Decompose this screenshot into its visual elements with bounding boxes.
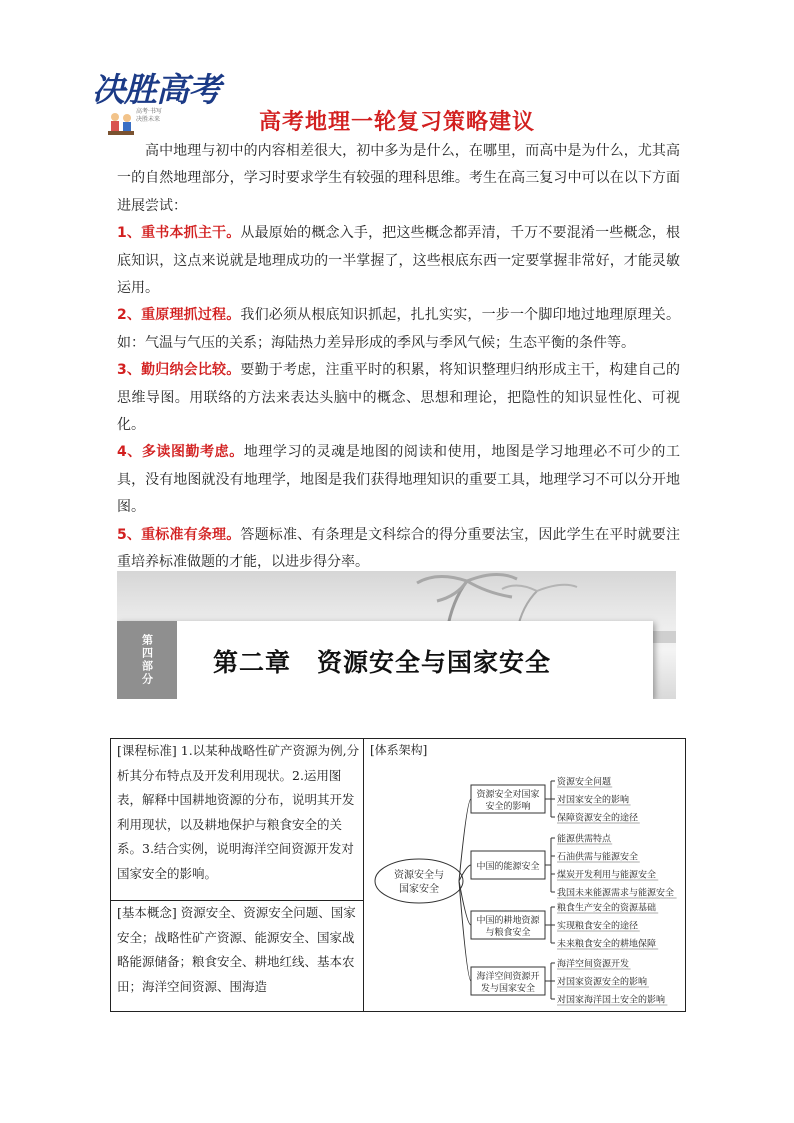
leaf-label: 对国家安全的影响 <box>557 795 630 806</box>
logo-text: 决胜高考 <box>92 70 220 109</box>
leaf-label: 煤炭开发利用与能源安全 <box>557 870 657 881</box>
part-tag: 第四部分 <box>117 621 177 699</box>
system-label: [体系架构] <box>370 743 428 757</box>
document-title: 高考地理一轮复习策略建议 <box>258 110 535 135</box>
course-standard-label: [课程标准] <box>117 743 177 758</box>
chapter-card <box>117 621 653 699</box>
center-node <box>375 859 463 903</box>
tip-paragraph <box>117 302 680 357</box>
leaf-label: 能源供需特点 <box>557 834 612 845</box>
basic-concepts-label: [基本概念] <box>117 905 177 920</box>
tip-text: 答题标准、有条理是文科综合的得分重要法宝，因此学生在平时就要注重培养标准做题的才能，以进步得分率。 <box>117 526 680 571</box>
tip-heading: 3、勤归纳会比较。 <box>117 362 241 379</box>
branch-connector <box>459 881 471 981</box>
tip-text: 从最原始的概念入手，把这些概念都弄清，千万不要混淆一些概念，根底知识，这点来说就是地理成功的一半掌握了，这些根底东西一定要掌握非常好，才能灵敏运用。 <box>117 225 680 297</box>
center-label: 国家安全 <box>399 884 439 895</box>
tip-paragraph <box>117 522 680 577</box>
leaf-label: 资源安全问题 <box>557 777 612 788</box>
tip-paragraph <box>117 220 680 302</box>
tip-text: 地理学习的灵魂是地图的阅读和使用，地图是学习地理必不可少的工具，没有地图就没有地理学，地图是我们获得地理知识的重要工具，地理学习不可以分开地图。 <box>117 444 680 516</box>
course-standard-text: 1.以某种战略性矿产资源为例,分析其分布特点及开发利用现状。2.运用图表，解释中国耕地资源的分布，说明其开发利用现状，以及耕地保护与粮食安全的关系。3.结合实例，说明海洋空间资源开发对国家安全的影响。 <box>117 743 360 881</box>
leaf-label: 海洋空间资源开发 <box>557 959 630 970</box>
branch-label: 发与国家安全 <box>480 984 536 994</box>
tip-paragraph <box>117 439 680 521</box>
intro-paragraph: 高中地理与初中的内容相差很大，初中多为是什么，在哪里，而高中是为什么，尤其高一的自然地理部分，学习时要求学生有较强的理科思维。考生在高三复习中可以在以下方面进展尝试： <box>117 143 680 214</box>
leaf-label: 实现粮食安全的途径 <box>557 921 639 932</box>
leaf-label: 对国家资源安全的影响 <box>557 977 648 988</box>
tip-heading: 2、重原理抓过程。 <box>117 307 241 324</box>
tip-text: 我们必须从根底知识抓起，扎扎实实，一步一个脚印地过地理原理关。如：气温与气压的关系；海陆热力差异形成的季风与季风气候；生态平衡的条件等。 <box>117 307 680 351</box>
tip-heading: 5、重标准有条理。 <box>117 526 241 543</box>
branch-label: 与粮食安全 <box>485 928 531 938</box>
leaf-label: 我国未来能源需求与能源安全 <box>557 888 675 899</box>
center-label: 资源安全与 <box>394 870 444 881</box>
strategy-body <box>117 138 680 577</box>
tip-paragraph <box>117 357 680 439</box>
basic-concepts-cell <box>117 901 361 1011</box>
chapter-banner <box>117 571 676 699</box>
branch-label: 资源安全对国家 <box>476 790 540 800</box>
branch-connector <box>459 799 471 881</box>
tip-heading: 4、多读图勤考虑。 <box>117 444 244 461</box>
overview-table <box>110 738 686 1012</box>
logo-subtitle: 高考·书写 决胜未来 <box>136 108 162 123</box>
concept-mindmap <box>364 739 685 1011</box>
system-column <box>364 739 685 1011</box>
basic-concepts-text: 资源安全、资源安全问题、国家安全；战略性矿产资源、能源安全、国家战略能源储备；粮食安全、耕地红线、基本农田；海洋空间资源、围海造 <box>117 905 356 994</box>
chapter-title: 第二章 资源安全与国家安全 <box>213 648 552 677</box>
leaf-label: 石油供需与能源安全 <box>557 852 639 863</box>
branch-label: 中国的耕地资源 <box>476 916 540 926</box>
leaf-label: 对国家海洋国土安全的影响 <box>557 995 666 1006</box>
branch-label: 安全的影响 <box>485 802 531 812</box>
tip-heading: 1、重书本抓主干。 <box>117 225 241 242</box>
standards-column <box>111 739 364 1011</box>
leaf-label: 粮食生产安全的资源基础 <box>557 903 657 914</box>
leaf-label: 未来粮食安全的耕地保障 <box>557 939 657 950</box>
branch-label: 海洋空间资源开 <box>476 972 540 982</box>
tip-text: 要勤于考虑，注重平时的积累，将知识整理归纳形成主干，构建自己的思维导图。用联络的方法来表达头脑中的概念、思想和理论，把隐性的知识显性化、可视化。 <box>117 362 680 434</box>
leaf-label: 保障资源安全的途径 <box>557 813 639 824</box>
branch-label: 中国的能源安全 <box>476 862 540 872</box>
course-standard-cell <box>117 739 361 899</box>
